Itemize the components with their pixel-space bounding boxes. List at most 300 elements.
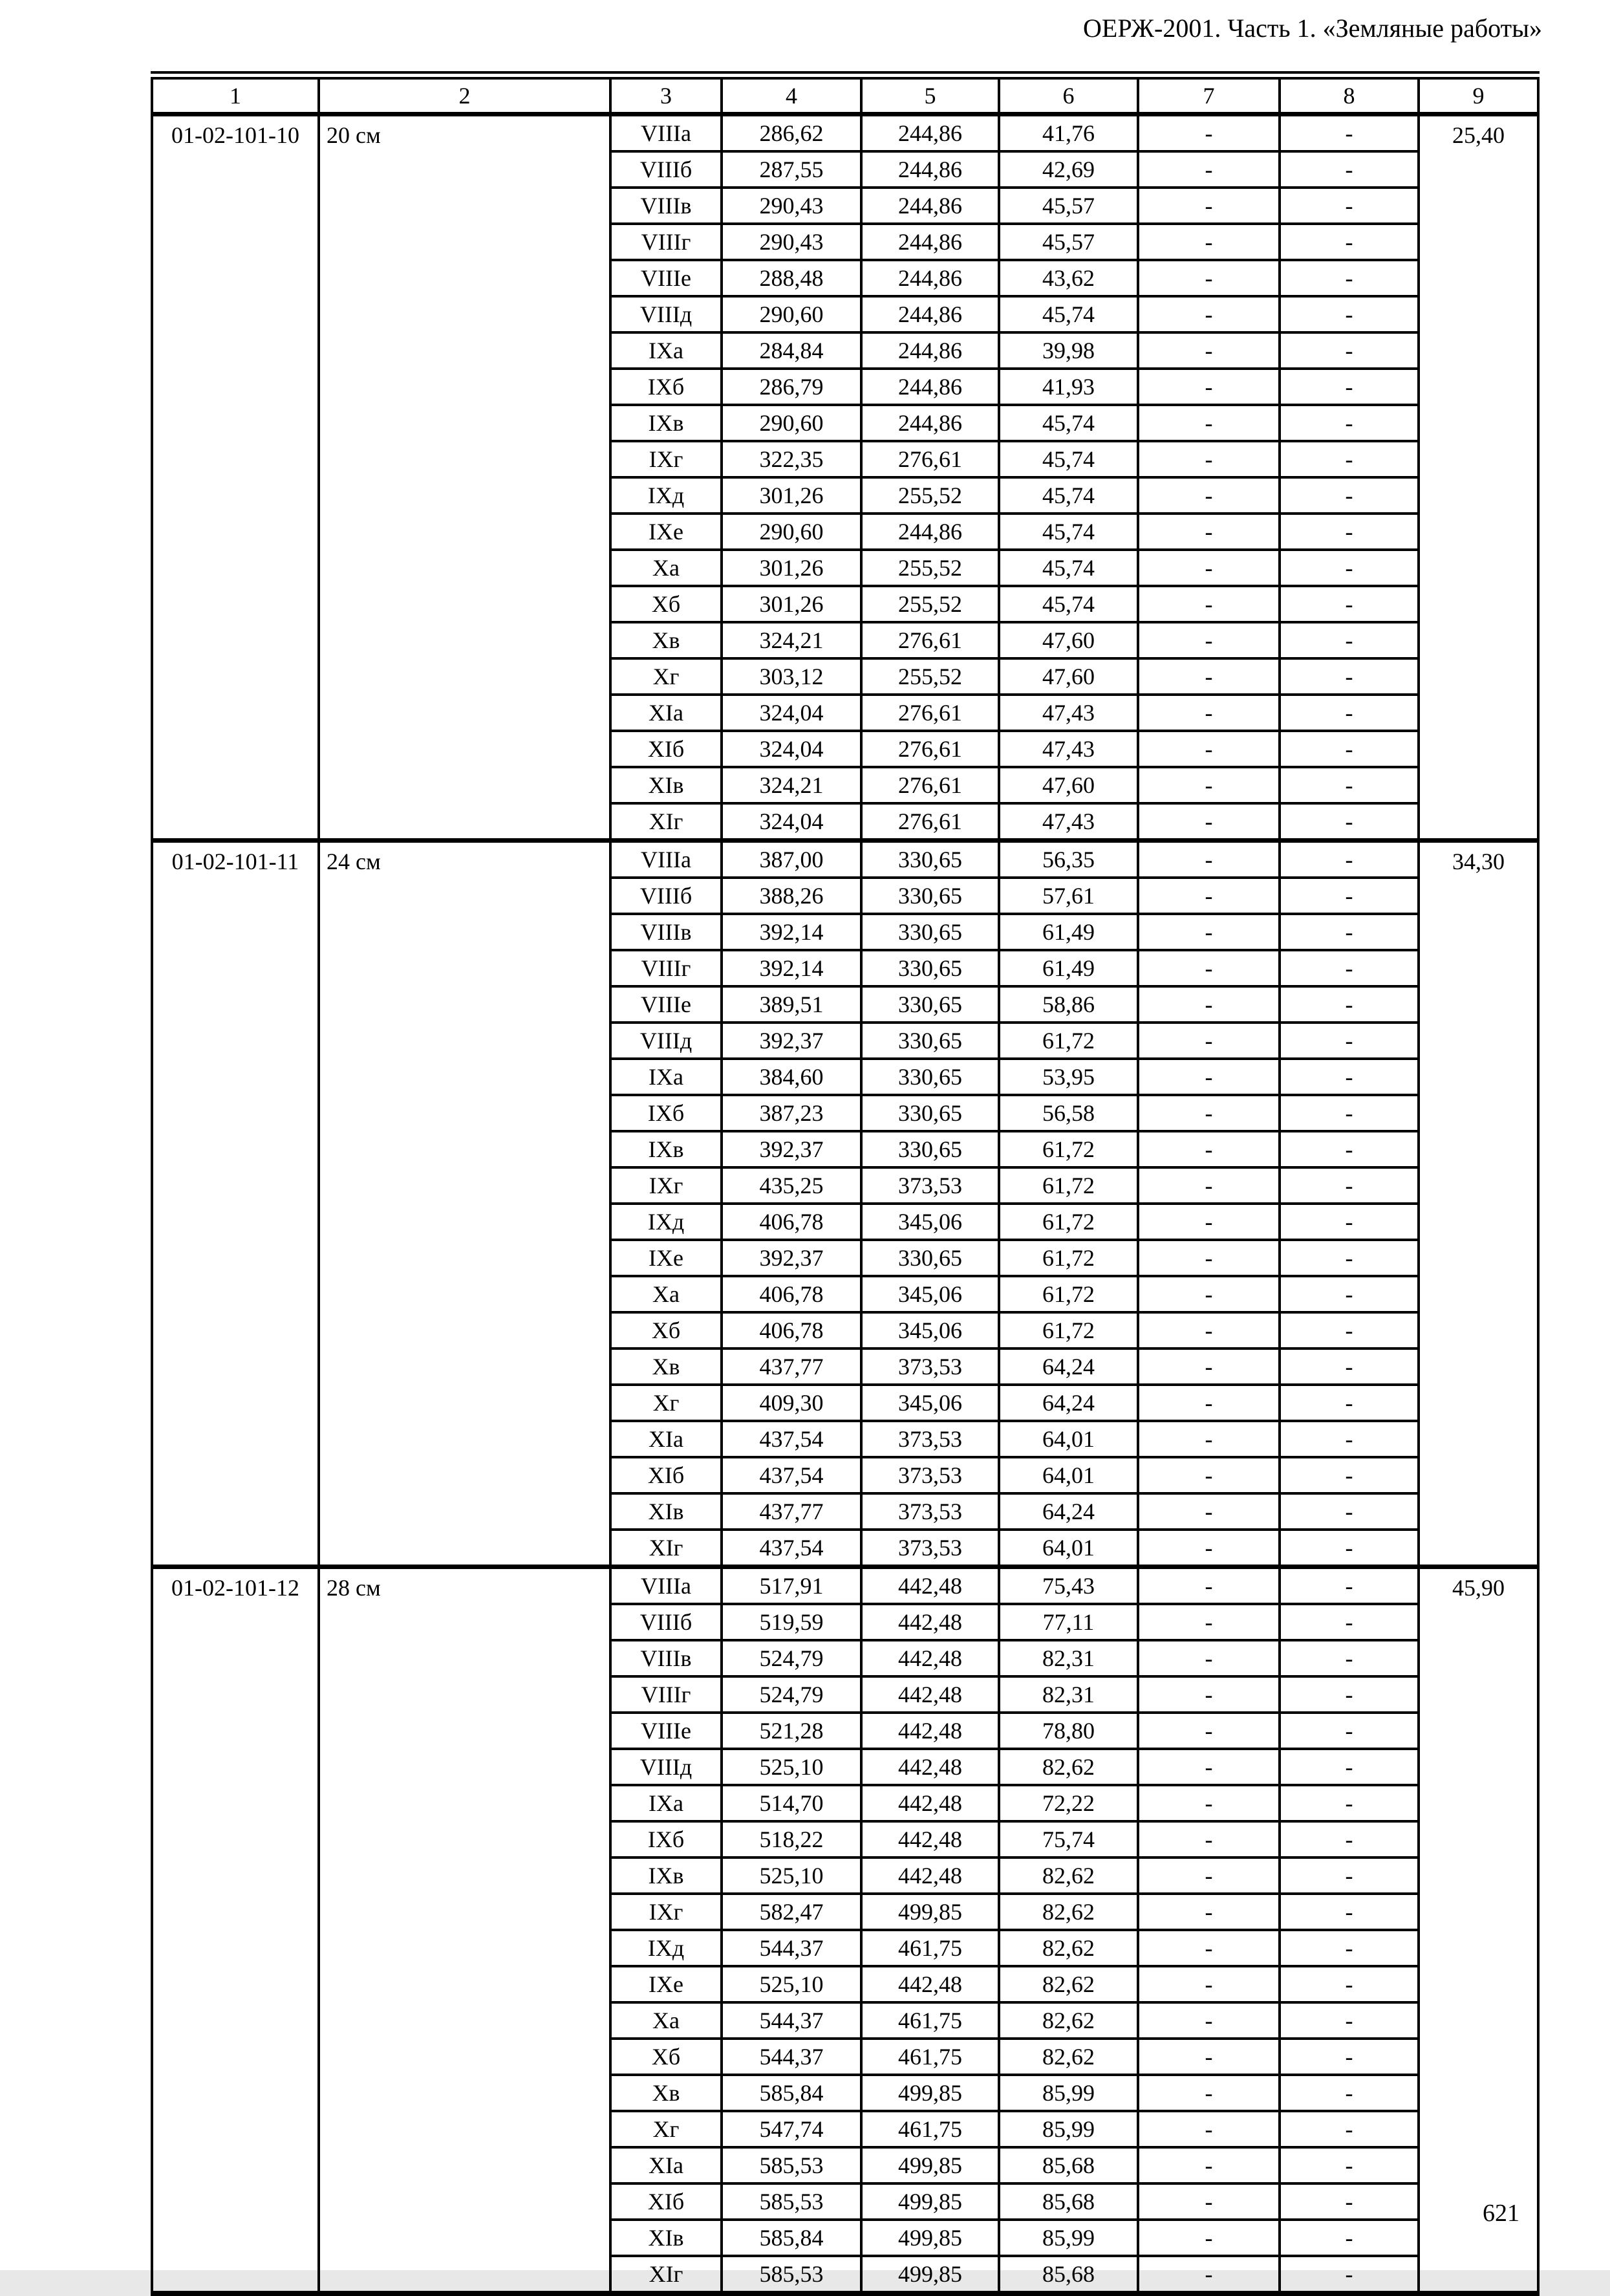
dash-cell: - <box>1138 332 1280 369</box>
dash-cell: - <box>1280 731 1419 767</box>
group-cell: XIб <box>610 731 722 767</box>
value-cell: 521,28 <box>722 1713 861 1749</box>
dash-cell: - <box>1280 1240 1419 1276</box>
dash-cell: - <box>1138 114 1280 152</box>
dash-cell: - <box>1280 2256 1419 2293</box>
value-cell: 437,54 <box>722 1530 861 1567</box>
value-cell: 61,72 <box>999 1167 1138 1204</box>
dash-cell: - <box>1138 731 1280 767</box>
value-cell: 255,52 <box>861 586 999 622</box>
dash-cell: - <box>1280 695 1419 731</box>
dash-cell: - <box>1138 2002 1280 2039</box>
value-cell: 61,49 <box>999 914 1138 950</box>
value-cell: 47,60 <box>999 767 1138 803</box>
dash-cell: - <box>1280 260 1419 296</box>
value-cell: 524,79 <box>722 1676 861 1713</box>
dash-cell: - <box>1138 1749 1280 1785</box>
dash-cell: - <box>1138 2256 1280 2293</box>
group-cell: VIIIв <box>610 188 722 224</box>
group-cell: VIIIб <box>610 878 722 914</box>
dash-cell: - <box>1138 1348 1280 1385</box>
value-cell: 373,53 <box>861 1493 999 1530</box>
dash-cell: - <box>1280 1493 1419 1530</box>
group-cell: VIIIа <box>610 841 722 878</box>
value-cell: 61,72 <box>999 1204 1138 1240</box>
table-row <box>152 841 1538 878</box>
dash-cell: - <box>1138 405 1280 441</box>
dash-cell: - <box>1280 1348 1419 1385</box>
value-cell: 324,21 <box>722 767 861 803</box>
group-cell: VIIIа <box>610 1567 722 1605</box>
dash-cell: - <box>1138 1640 1280 1676</box>
group-cell: VIIIд <box>610 1749 722 1785</box>
value-cell: 437,77 <box>722 1348 861 1385</box>
value-cell: 409,30 <box>722 1385 861 1421</box>
dash-cell: - <box>1138 1059 1280 1095</box>
dash-cell: - <box>1138 803 1280 841</box>
value-cell: 373,53 <box>861 1530 999 1567</box>
group-cell: VIIIе <box>610 986 722 1023</box>
dash-cell: - <box>1138 1457 1280 1493</box>
dash-cell: - <box>1138 441 1280 477</box>
dash-cell: - <box>1138 2220 1280 2256</box>
value-cell: 47,60 <box>999 658 1138 695</box>
value-cell: 56,35 <box>999 841 1138 878</box>
group-cell: VIIIг <box>610 950 722 986</box>
value-cell: 585,84 <box>722 2075 861 2111</box>
value-cell: 582,47 <box>722 1894 861 1930</box>
norm-value-cell: 34,30 <box>1419 841 1538 1567</box>
dash-cell: - <box>1280 296 1419 332</box>
group-cell: IXа <box>610 1785 722 1821</box>
dash-cell: - <box>1280 1785 1419 1821</box>
value-cell: 330,65 <box>861 878 999 914</box>
group-cell: VIIIа <box>610 114 722 152</box>
dash-cell: - <box>1138 1530 1280 1567</box>
value-cell: 64,01 <box>999 1457 1138 1493</box>
value-cell: 45,74 <box>999 586 1138 622</box>
value-cell: 406,78 <box>722 1312 861 1348</box>
value-cell: 244,86 <box>861 151 999 188</box>
value-cell: 82,62 <box>999 1894 1138 1930</box>
value-cell: 57,61 <box>999 878 1138 914</box>
dash-cell: - <box>1280 2075 1419 2111</box>
value-cell: 244,86 <box>861 514 999 550</box>
value-cell: 544,37 <box>722 2039 861 2075</box>
dash-cell: - <box>1280 914 1419 950</box>
value-cell: 82,31 <box>999 1676 1138 1713</box>
value-cell: 517,91 <box>722 1567 861 1605</box>
value-cell: 290,43 <box>722 188 861 224</box>
value-cell: 244,86 <box>861 114 999 152</box>
value-cell: 585,53 <box>722 2183 861 2220</box>
column-header: 4 <box>722 76 861 114</box>
dash-cell: - <box>1138 1567 1280 1605</box>
value-cell: 525,10 <box>722 1749 861 1785</box>
value-cell: 85,68 <box>999 2147 1138 2183</box>
value-cell: 461,75 <box>861 2002 999 2039</box>
group-cell: IXб <box>610 1095 722 1131</box>
value-cell: 499,85 <box>861 2183 999 2220</box>
value-cell: 45,74 <box>999 550 1138 586</box>
column-header: 3 <box>610 76 722 114</box>
dash-cell: - <box>1138 1095 1280 1131</box>
value-cell: 82,62 <box>999 1966 1138 2002</box>
value-cell: 61,72 <box>999 1131 1138 1167</box>
dash-cell: - <box>1138 658 1280 695</box>
value-cell: 392,14 <box>722 950 861 986</box>
value-cell: 45,74 <box>999 477 1138 514</box>
value-cell: 442,48 <box>861 1857 999 1894</box>
rates-table <box>151 71 1540 2296</box>
value-cell: 499,85 <box>861 2147 999 2183</box>
value-cell: 301,26 <box>722 477 861 514</box>
group-cell: XIв <box>610 2220 722 2256</box>
value-cell: 392,37 <box>722 1240 861 1276</box>
value-cell: 64,24 <box>999 1493 1138 1530</box>
dash-cell: - <box>1280 514 1419 550</box>
dash-cell: - <box>1138 2111 1280 2147</box>
value-cell: 255,52 <box>861 477 999 514</box>
value-cell: 330,65 <box>861 914 999 950</box>
value-cell: 64,24 <box>999 1385 1138 1421</box>
group-cell: IXб <box>610 1821 722 1857</box>
dash-cell: - <box>1280 622 1419 658</box>
rates-table-body <box>152 114 1538 2294</box>
dash-cell: - <box>1280 1530 1419 1567</box>
value-cell: 244,86 <box>861 405 999 441</box>
norm-value-cell: 45,90 <box>1419 1567 1538 2294</box>
dash-cell: - <box>1280 1095 1419 1131</box>
dash-cell: - <box>1280 2147 1419 2183</box>
value-cell: 392,37 <box>722 1131 861 1167</box>
value-cell: 64,24 <box>999 1348 1138 1385</box>
value-cell: 82,62 <box>999 2002 1138 2039</box>
dash-cell: - <box>1280 224 1419 260</box>
dash-cell: - <box>1280 1857 1419 1894</box>
value-cell: 47,43 <box>999 695 1138 731</box>
group-cell: IXд <box>610 1204 722 1240</box>
value-cell: 47,60 <box>999 622 1138 658</box>
dash-cell: - <box>1280 188 1419 224</box>
value-cell: 85,99 <box>999 2075 1138 2111</box>
value-cell: 75,74 <box>999 1821 1138 1857</box>
value-cell: 82,62 <box>999 2039 1138 2075</box>
dash-cell: - <box>1138 1240 1280 1276</box>
group-cell: IXв <box>610 1131 722 1167</box>
value-cell: 276,61 <box>861 731 999 767</box>
dash-cell: - <box>1280 950 1419 986</box>
dash-cell: - <box>1138 2075 1280 2111</box>
value-cell: 64,01 <box>999 1530 1138 1567</box>
value-cell: 78,80 <box>999 1713 1138 1749</box>
group-cell: Xв <box>610 622 722 658</box>
dash-cell: - <box>1280 2039 1419 2075</box>
dash-cell: - <box>1280 1385 1419 1421</box>
value-cell: 61,49 <box>999 950 1138 986</box>
group-cell: XIа <box>610 2147 722 2183</box>
group-cell: IXе <box>610 1240 722 1276</box>
value-cell: 330,65 <box>861 1095 999 1131</box>
group-cell: IXв <box>610 405 722 441</box>
dash-cell: - <box>1280 1457 1419 1493</box>
column-header: 6 <box>999 76 1138 114</box>
value-cell: 276,61 <box>861 803 999 841</box>
dash-cell: - <box>1138 986 1280 1023</box>
dash-cell: - <box>1138 296 1280 332</box>
dash-cell: - <box>1280 658 1419 695</box>
dash-cell: - <box>1280 1966 1419 2002</box>
dash-cell: - <box>1138 2039 1280 2075</box>
value-cell: 244,86 <box>861 224 999 260</box>
value-cell: 345,06 <box>861 1276 999 1312</box>
dash-cell: - <box>1138 622 1280 658</box>
value-cell: 499,85 <box>861 2256 999 2293</box>
thickness-cell: 24 см <box>319 841 610 1567</box>
dash-cell: - <box>1138 1023 1280 1059</box>
value-cell: 442,48 <box>861 1785 999 1821</box>
value-cell: 461,75 <box>861 2111 999 2147</box>
value-cell: 77,11 <box>999 1604 1138 1640</box>
dash-cell: - <box>1280 2183 1419 2220</box>
group-cell: Xб <box>610 586 722 622</box>
group-cell: Xв <box>610 1348 722 1385</box>
table-row <box>152 1567 1538 1605</box>
section-code-cell: 01-02-101-12 <box>152 1567 319 2294</box>
value-cell: 345,06 <box>861 1385 999 1421</box>
value-cell: 544,37 <box>722 1930 861 1966</box>
section-code-cell: 01-02-101-10 <box>152 114 319 841</box>
value-cell: 287,55 <box>722 151 861 188</box>
value-cell: 82,62 <box>999 1930 1138 1966</box>
dash-cell: - <box>1280 151 1419 188</box>
dash-cell: - <box>1280 1676 1419 1713</box>
dash-cell: - <box>1280 2220 1419 2256</box>
value-cell: 39,98 <box>999 332 1138 369</box>
dash-cell: - <box>1280 1023 1419 1059</box>
value-cell: 330,65 <box>861 950 999 986</box>
dash-cell: - <box>1138 1966 1280 2002</box>
column-header: 7 <box>1138 76 1280 114</box>
dash-cell: - <box>1138 1713 1280 1749</box>
dash-cell: - <box>1138 1930 1280 1966</box>
group-cell: VIIIе <box>610 1713 722 1749</box>
dash-cell: - <box>1280 1567 1419 1605</box>
dash-cell: - <box>1138 1821 1280 1857</box>
section-code-cell: 01-02-101-11 <box>152 841 319 1567</box>
group-cell: IXг <box>610 1167 722 1204</box>
column-header: 5 <box>861 76 999 114</box>
value-cell: 244,86 <box>861 296 999 332</box>
value-cell: 324,04 <box>722 803 861 841</box>
value-cell: 82,62 <box>999 1749 1138 1785</box>
group-cell: VIIIб <box>610 151 722 188</box>
dash-cell: - <box>1138 260 1280 296</box>
group-cell: VIIIв <box>610 914 722 950</box>
value-cell: 384,60 <box>722 1059 861 1095</box>
value-cell: 41,76 <box>999 114 1138 152</box>
value-cell: 303,12 <box>722 658 861 695</box>
group-cell: IXд <box>610 477 722 514</box>
group-cell: Xв <box>610 2075 722 2111</box>
value-cell: 442,48 <box>861 1604 999 1640</box>
value-cell: 64,01 <box>999 1421 1138 1457</box>
value-cell: 45,57 <box>999 188 1138 224</box>
value-cell: 75,43 <box>999 1567 1138 1605</box>
value-cell: 56,58 <box>999 1095 1138 1131</box>
value-cell: 324,04 <box>722 731 861 767</box>
group-cell: IXг <box>610 441 722 477</box>
value-cell: 547,74 <box>722 2111 861 2147</box>
value-cell: 437,77 <box>722 1493 861 1530</box>
value-cell: 442,48 <box>861 1749 999 1785</box>
dash-cell: - <box>1280 332 1419 369</box>
value-cell: 387,00 <box>722 841 861 878</box>
value-cell: 442,48 <box>861 1676 999 1713</box>
group-cell: Xа <box>610 550 722 586</box>
value-cell: 461,75 <box>861 2039 999 2075</box>
value-cell: 85,99 <box>999 2111 1138 2147</box>
group-cell: XIг <box>610 1530 722 1567</box>
dash-cell: - <box>1138 477 1280 514</box>
value-cell: 324,21 <box>722 622 861 658</box>
group-cell: XIб <box>610 1457 722 1493</box>
dash-cell: - <box>1138 2147 1280 2183</box>
value-cell: 82,31 <box>999 1640 1138 1676</box>
value-cell: 435,25 <box>722 1167 861 1204</box>
dash-cell: - <box>1280 1749 1419 1785</box>
value-cell: 286,62 <box>722 114 861 152</box>
value-cell: 392,37 <box>722 1023 861 1059</box>
value-cell: 330,65 <box>861 1131 999 1167</box>
dash-cell: - <box>1138 224 1280 260</box>
value-cell: 389,51 <box>722 986 861 1023</box>
dash-cell: - <box>1280 986 1419 1023</box>
group-cell: XIа <box>610 695 722 731</box>
value-cell: 388,26 <box>722 878 861 914</box>
dash-cell: - <box>1280 369 1419 405</box>
value-cell: 525,10 <box>722 1857 861 1894</box>
dash-cell: - <box>1138 1421 1280 1457</box>
value-cell: 514,70 <box>722 1785 861 1821</box>
value-cell: 544,37 <box>722 2002 861 2039</box>
dash-cell: - <box>1280 1604 1419 1640</box>
value-cell: 45,57 <box>999 224 1138 260</box>
value-cell: 373,53 <box>861 1348 999 1385</box>
dash-cell: - <box>1138 878 1280 914</box>
value-cell: 406,78 <box>722 1276 861 1312</box>
group-cell: XIг <box>610 2256 722 2293</box>
dash-cell: - <box>1138 369 1280 405</box>
dash-cell: - <box>1280 1713 1419 1749</box>
dash-cell: - <box>1280 1131 1419 1167</box>
dash-cell: - <box>1138 695 1280 731</box>
dash-cell: - <box>1138 1276 1280 1312</box>
group-cell: XIг <box>610 803 722 841</box>
value-cell: 255,52 <box>861 658 999 695</box>
value-cell: 322,35 <box>722 441 861 477</box>
dash-cell: - <box>1138 1131 1280 1167</box>
value-cell: 47,43 <box>999 731 1138 767</box>
dash-cell: - <box>1280 1640 1419 1676</box>
value-cell: 255,52 <box>861 550 999 586</box>
value-cell: 45,74 <box>999 441 1138 477</box>
table-row <box>152 114 1538 152</box>
group-cell: VIIIд <box>610 1023 722 1059</box>
group-cell: VIIIв <box>610 1640 722 1676</box>
value-cell: 437,54 <box>722 1457 861 1493</box>
value-cell: 442,48 <box>861 1567 999 1605</box>
value-cell: 85,68 <box>999 2256 1138 2293</box>
value-cell: 330,65 <box>861 1023 999 1059</box>
value-cell: 518,22 <box>722 1821 861 1857</box>
thickness-cell: 20 см <box>319 114 610 841</box>
dash-cell: - <box>1280 1204 1419 1240</box>
value-cell: 41,93 <box>999 369 1138 405</box>
dash-cell: - <box>1138 586 1280 622</box>
dash-cell: - <box>1280 550 1419 586</box>
value-cell: 288,48 <box>722 260 861 296</box>
dash-cell: - <box>1280 1821 1419 1857</box>
value-cell: 82,62 <box>999 1857 1138 1894</box>
value-cell: 301,26 <box>722 550 861 586</box>
dash-cell: - <box>1138 841 1280 878</box>
group-cell: Xг <box>610 1385 722 1421</box>
dash-cell: - <box>1138 151 1280 188</box>
dash-cell: - <box>1280 114 1419 152</box>
value-cell: 499,85 <box>861 1894 999 1930</box>
value-cell: 392,14 <box>722 914 861 950</box>
dash-cell: - <box>1138 188 1280 224</box>
value-cell: 290,43 <box>722 224 861 260</box>
value-cell: 43,62 <box>999 260 1138 296</box>
group-cell: IXд <box>610 1930 722 1966</box>
column-header: 9 <box>1419 76 1538 114</box>
value-cell: 61,72 <box>999 1312 1138 1348</box>
group-cell: XIв <box>610 767 722 803</box>
table-header-row <box>152 76 1538 114</box>
dash-cell: - <box>1138 1857 1280 1894</box>
dash-cell: - <box>1138 1167 1280 1204</box>
value-cell: 85,99 <box>999 2220 1138 2256</box>
group-cell: IXе <box>610 1966 722 2002</box>
dash-cell: - <box>1138 950 1280 986</box>
dash-cell: - <box>1138 1312 1280 1348</box>
column-header: 8 <box>1280 76 1419 114</box>
value-cell: 442,48 <box>861 1640 999 1676</box>
group-cell: IXг <box>610 1894 722 1930</box>
dash-cell: - <box>1138 1493 1280 1530</box>
group-cell: IXв <box>610 1857 722 1894</box>
value-cell: 61,72 <box>999 1240 1138 1276</box>
dash-cell: - <box>1280 1894 1419 1930</box>
value-cell: 45,74 <box>999 514 1138 550</box>
value-cell: 585,53 <box>722 2256 861 2293</box>
value-cell: 45,74 <box>999 296 1138 332</box>
value-cell: 442,48 <box>861 1966 999 2002</box>
value-cell: 499,85 <box>861 2220 999 2256</box>
value-cell: 290,60 <box>722 514 861 550</box>
dash-cell: - <box>1280 1276 1419 1312</box>
group-cell: VIIIг <box>610 224 722 260</box>
value-cell: 387,23 <box>722 1095 861 1131</box>
value-cell: 244,86 <box>861 260 999 296</box>
dash-cell: - <box>1138 550 1280 586</box>
group-cell: VIIIд <box>610 296 722 332</box>
dash-cell: - <box>1138 1894 1280 1930</box>
group-cell: IXа <box>610 1059 722 1095</box>
value-cell: 461,75 <box>861 1930 999 1966</box>
